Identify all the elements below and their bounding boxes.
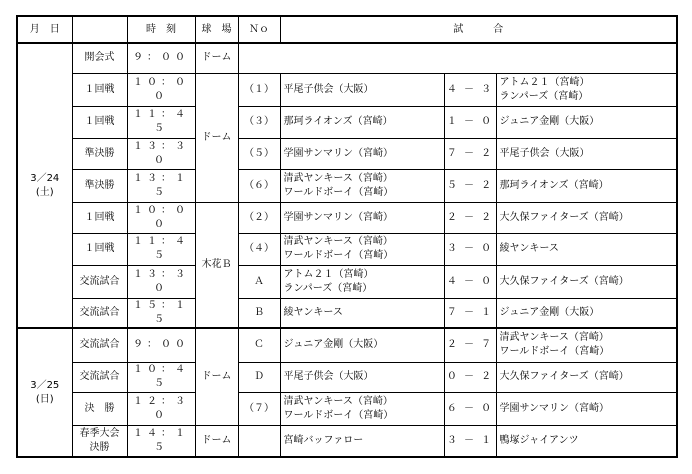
time-cell: １３：３０ [127, 138, 195, 169]
time-cell: １３：３０ [127, 265, 195, 298]
score-cell: ２ － ７ [444, 328, 496, 362]
table-row [17, 138, 677, 169]
team-name: 綾ヤンキース [499, 243, 559, 254]
no-cell: （５） [238, 138, 280, 169]
header-time: 時 刻 [127, 16, 195, 43]
team-name: ジュニア金剛（大阪） [499, 306, 600, 318]
day-cell [17, 328, 72, 457]
stage-cell [72, 265, 127, 298]
team1-cell [280, 202, 444, 233]
team-name: 大久保ファイターズ（宮崎） [499, 371, 629, 382]
team-name: 平尾子供会（大阪） [283, 83, 374, 95]
table-row [17, 73, 677, 106]
team1-cell [280, 73, 444, 106]
stage-label: １回戦 [84, 83, 115, 95]
stage-label: １回戦 [84, 211, 115, 223]
stage-cell [72, 392, 127, 425]
opening-empty-cell [238, 43, 677, 73]
table-row [17, 106, 677, 138]
stage-cell [72, 169, 127, 202]
team1-cell [280, 265, 444, 298]
table-row [17, 425, 677, 457]
team-name: ワールドボーイ（宮崎） [283, 186, 394, 198]
team-name: 清武ヤンキース（宮崎） [499, 332, 609, 344]
team2-cell [496, 392, 677, 425]
no-cell: （１） [238, 73, 280, 106]
stage-label: 交流試合 [79, 306, 120, 318]
team-name: 大久保ファイターズ（宮崎） [499, 211, 629, 223]
team-name: 清武ヤンキース（宮崎） [283, 395, 393, 407]
team1-cell [280, 362, 444, 392]
score-cell: ３ － １ [444, 425, 496, 457]
team-name: 学園サンマリン（宮崎） [283, 147, 393, 159]
team-name: ジュニア金剛（大阪） [499, 116, 600, 127]
team1-cell [280, 392, 444, 425]
time-cell: １０：００ [127, 73, 195, 106]
team2-cell [496, 169, 677, 202]
venue-cell: 木花Ｂ [195, 202, 238, 328]
header-stage [72, 16, 127, 43]
team2-cell [496, 265, 677, 298]
stage-label: 交流試合 [79, 275, 120, 287]
no-cell: Ｃ [238, 328, 280, 362]
table-row [17, 392, 677, 425]
stage-label: 春季大会 [79, 427, 120, 439]
team-name: アトム２１（宮崎） [283, 268, 374, 280]
time-cell: １０：４５ [127, 362, 195, 392]
table-row [17, 265, 677, 298]
no-cell [238, 425, 280, 457]
header-venue: 球 場 [195, 16, 238, 43]
stage-label: １回戦 [84, 116, 115, 127]
header-match: 試 合 [280, 16, 677, 43]
header-row [17, 16, 677, 43]
stage-label: １回戦 [84, 243, 115, 254]
stage-label: 交流試合 [79, 339, 120, 351]
time-cell: １０：００ [127, 202, 195, 233]
time-cell: １１：４５ [127, 106, 195, 138]
time-cell: １３：１５ [127, 169, 195, 202]
no-cell: Ｂ [238, 298, 280, 328]
stage-label: 準決勝 [84, 147, 115, 159]
stage-label: 準決勝 [84, 179, 115, 191]
stage-cell [72, 298, 127, 328]
table-row [17, 362, 677, 392]
team-name: アトム２１（宮崎） [499, 76, 590, 88]
team2-cell [496, 328, 677, 362]
team-name: 綾ヤンキース [283, 306, 343, 318]
stage-cell [72, 202, 127, 233]
time-cell: １４：１５ [127, 425, 195, 457]
no-cell: Ａ [238, 265, 280, 298]
stage-cell [72, 106, 127, 138]
time-cell: ９：００ [127, 43, 195, 73]
no-cell: （６） [238, 169, 280, 202]
no-cell: （２） [238, 202, 280, 233]
team-name: 平尾子供会（大阪） [283, 371, 374, 382]
score-cell: ４ － ３ [444, 73, 496, 106]
score-cell: ６ － ０ [444, 392, 496, 425]
team-name: ワールドボーイ（宮崎） [283, 409, 394, 421]
team1-cell [280, 298, 444, 328]
team-name: 平尾子供会（大阪） [499, 147, 590, 159]
team1-cell [280, 328, 444, 362]
venue-cell: ドーム [195, 73, 238, 202]
score-cell: ２ － ２ [444, 202, 496, 233]
team2-cell [496, 202, 677, 233]
venue-cell: ドーム [195, 43, 238, 73]
stage-cell [72, 328, 127, 362]
day-date: 3／25 [30, 379, 60, 391]
time-cell: ９：００ [127, 328, 195, 362]
score-cell: ３ － ０ [444, 233, 496, 265]
stage-label: 決勝 [89, 441, 110, 453]
team1-cell [280, 138, 444, 169]
score-cell: ７ － １ [444, 298, 496, 328]
stage-label: 決 勝 [84, 402, 115, 414]
score-cell: ４ － ０ [444, 265, 496, 298]
team-name: 那珂ライオンズ（宮崎） [499, 179, 609, 191]
stage-cell [72, 233, 127, 265]
table-row [17, 328, 677, 362]
stage-label: 交流試合 [79, 371, 120, 382]
team-name: 清武ヤンキース（宮崎） [283, 236, 393, 247]
team2-cell [496, 233, 677, 265]
header-date: 月 日 [17, 16, 72, 43]
team-name: ワールドボーイ（宮崎） [499, 346, 610, 358]
team1-cell [280, 106, 444, 138]
header-no: Ｎｏ [238, 16, 280, 43]
team-name: 鴨塚ジャイアンツ [499, 434, 579, 446]
stage-label: 開会式 [84, 52, 115, 64]
stage-cell [72, 362, 127, 392]
no-cell: （３） [238, 106, 280, 138]
team-name: ジュニア金剛（大阪） [283, 339, 384, 351]
stage-cell [72, 138, 127, 169]
team-name: 宮崎バッファロー [283, 434, 364, 446]
team-name: 学園サンマリン（宮崎） [499, 402, 609, 414]
schedule-table [16, 15, 678, 458]
table-row [17, 298, 677, 328]
team2-cell [496, 138, 677, 169]
table-row [17, 202, 677, 233]
time-cell: １２：３０ [127, 392, 195, 425]
stage-cell [72, 425, 127, 457]
team2-cell [496, 362, 677, 392]
time-cell: １１：４５ [127, 233, 195, 265]
table-row [17, 169, 677, 202]
time-cell: １５：１５ [127, 298, 195, 328]
venue-cell: ドーム [195, 425, 238, 457]
table-row [17, 233, 677, 265]
team2-cell [496, 106, 677, 138]
team2-cell [496, 73, 677, 106]
venue-cell: ドーム [195, 328, 238, 425]
day-date: 3／24 [30, 172, 60, 184]
no-cell: Ｄ [238, 362, 280, 392]
team-name: ランパーズ（宮崎） [283, 282, 373, 294]
score-cell: ７ － ２ [444, 138, 496, 169]
team-name: ランパーズ（宮崎） [499, 90, 589, 102]
team-name: ワールドボーイ（宮崎） [283, 250, 394, 261]
team2-cell [496, 425, 677, 457]
team1-cell [280, 169, 444, 202]
table-row [17, 43, 677, 73]
no-cell: （７） [238, 392, 280, 425]
score-cell: ０ － ２ [444, 362, 496, 392]
team-name: 那珂ライオンズ（宮崎） [283, 116, 393, 127]
stage-cell [72, 43, 127, 73]
stage-cell [72, 73, 127, 106]
day-weekday: (土) [35, 186, 54, 198]
team1-cell [280, 425, 444, 457]
team-name: 学園サンマリン（宮崎） [283, 211, 393, 223]
day-cell [17, 43, 72, 328]
day-weekday: (日) [35, 393, 54, 405]
score-cell: ５ － ２ [444, 169, 496, 202]
score-cell: １ － ０ [444, 106, 496, 138]
no-cell: （４） [238, 233, 280, 265]
team2-cell [496, 298, 677, 328]
team-name: 大久保ファイターズ（宮崎） [499, 275, 629, 287]
team1-cell [280, 233, 444, 265]
team-name: 清武ヤンキース（宮崎） [283, 172, 393, 184]
